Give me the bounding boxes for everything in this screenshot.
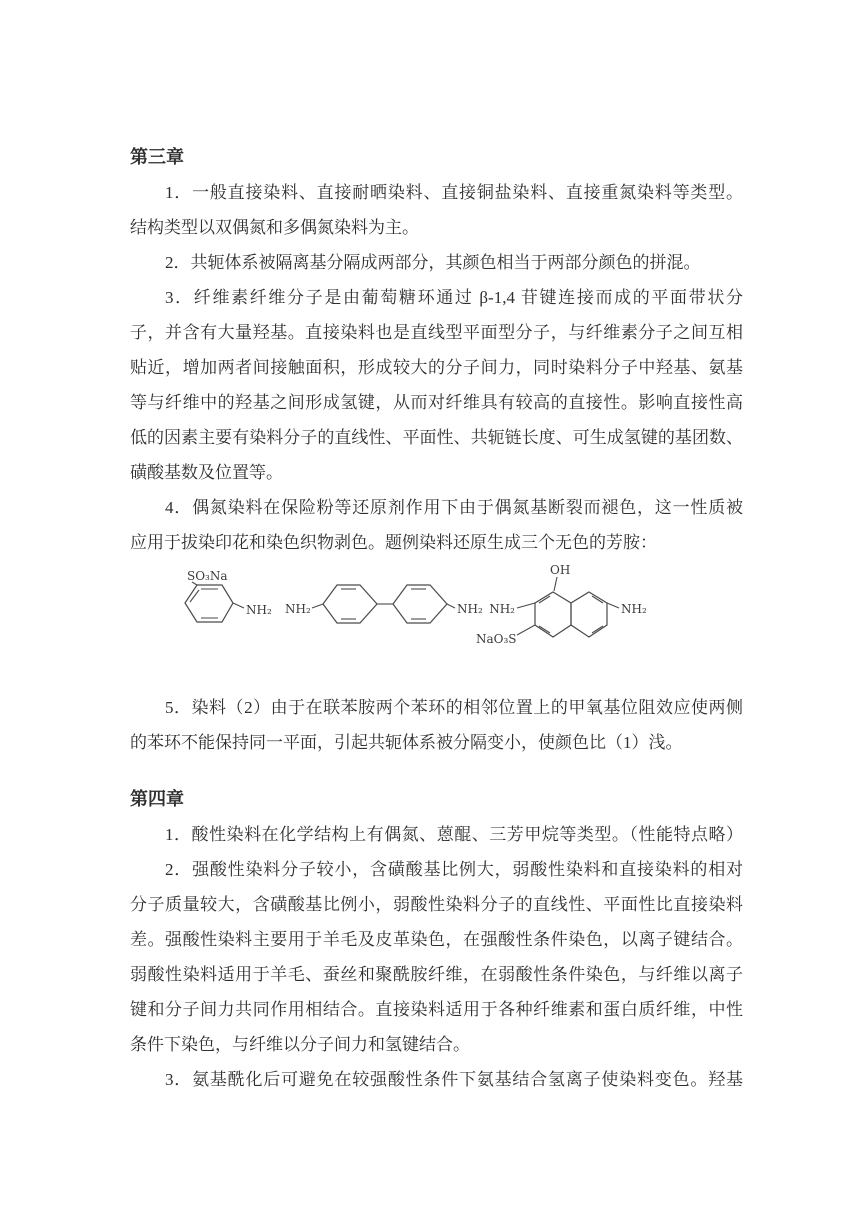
amine-left-label: NH₂ bbox=[285, 602, 311, 616]
text-line: 的苯环不能保持同一平面，引起共轭体系被分隔变小，使颜色比（1）浅。 bbox=[130, 733, 683, 752]
text-line: 3．氨基酰化后可避免在较强酸性条件下氨基结合氢离子使染料变色。羟基 bbox=[165, 1070, 743, 1089]
benzidine-structure bbox=[282, 580, 487, 635]
paragraph bbox=[130, 817, 743, 852]
text-line: 弱酸性染料适用于羊毛、蚕丝和聚酰胺纤维，在弱酸性条件染色，与纤维以离子 bbox=[130, 965, 743, 984]
text-line: 结构类型以双偶氮和多偶氮染料为主。 bbox=[130, 218, 419, 237]
paragraph bbox=[130, 490, 743, 560]
paragraph bbox=[130, 175, 743, 245]
text-line: 4．偶氮染料在保险粉等还原剂作用下由于偶氮基断裂而褪色，这一性质被 bbox=[165, 498, 743, 517]
text-line: 键和分子间力共同作用相结合。直接染料适用于各种纤维素和蛋白质纤维，中性 bbox=[130, 1000, 743, 1019]
text-line: 2．强酸性染料分子较小，含磺酸基比例大，弱酸性染料和直接染料的相对 bbox=[165, 860, 743, 879]
naphthalene-ring-right bbox=[571, 592, 607, 637]
text-line: 磺酸基数及位置等。 bbox=[130, 463, 283, 482]
chapter-4-heading: 第四章 bbox=[130, 789, 184, 809]
text-line: 低的因素主要有染料分子的直线性、平面性、共轭链长度、可生成氢键的基团数、 bbox=[130, 428, 743, 447]
text-line: 应用于拔染印花和染色织物剥色。题例染料还原生成三个无色的芳胺： bbox=[130, 533, 657, 552]
text-line: 5．染料（2）由于在联苯胺两个苯环的相邻位置上的甲氧基位阻效应使两侧 bbox=[165, 698, 743, 717]
text-line: 3．纤维素纤维分子是由葡萄糖环通过 β-1,4 苷键连接而成的平面带状分 bbox=[165, 288, 743, 307]
hydroxyl-label: OH bbox=[550, 563, 571, 577]
benzene-ring bbox=[323, 585, 377, 623]
amine-left-label: NH₂ bbox=[489, 602, 515, 616]
text-line: 分子质量较大，含磺酸基比例小，弱酸性染料分子的直线性、平面性比直接染料 bbox=[130, 895, 743, 914]
amine-right-label: NH₂ bbox=[457, 602, 483, 616]
text-line: 子，并含有大量羟基。直接染料也是直线型平面型分子，与纤维素分子之间互相 bbox=[130, 323, 743, 342]
paragraph bbox=[130, 245, 743, 280]
paragraph bbox=[130, 280, 743, 490]
text-line: 1．酸性染料在化学结构上有偶氮、蒽醌、三芳甲烷等类型。（性能特点略） bbox=[165, 825, 743, 844]
paragraph bbox=[130, 852, 743, 1062]
benzene-ring bbox=[185, 585, 233, 622]
text-line: 差。强酸性染料主要用于羊毛及皮革染色，在强酸性条件染色，以离子键结合。 bbox=[130, 930, 743, 949]
naphthalene-ring-left bbox=[535, 592, 571, 637]
chapter-3-heading: 第三章 bbox=[130, 147, 184, 167]
aromatic-amines-figure bbox=[130, 560, 743, 690]
sulfonate-label: NaO₃S bbox=[476, 632, 517, 646]
text-line: 贴近，增加两者间接触面积，形成较大的分子间力，同时染料分子中羟基、氨基 bbox=[130, 358, 743, 377]
text-line: 等与纤维中的羟基之间形成氢键，从而对纤维具有较高的直接性。影响直接性高 bbox=[130, 393, 743, 412]
text-line: 2．共轭体系被隔离基分隔成两部分，其颜色相当于两部分颜色的拼混。 bbox=[165, 253, 701, 272]
amine-label: NH₂ bbox=[246, 603, 272, 617]
metanilic-acid-structure bbox=[175, 563, 275, 658]
amine-right-label: NH₂ bbox=[621, 602, 647, 616]
sulfonate-label: SO₃Na bbox=[187, 569, 228, 583]
amino-naphthol-sulfonate-structure bbox=[473, 558, 653, 653]
page-content bbox=[130, 140, 743, 1097]
paragraph bbox=[130, 690, 743, 760]
text-line: 1．一般直接染料、直接耐晒染料、直接铜盐染料、直接重氮染料等类型。 bbox=[165, 183, 743, 202]
text-line: 条件下染色，与纤维以分子间力和氢键结合。 bbox=[130, 1035, 470, 1054]
paragraph bbox=[130, 1062, 743, 1097]
benzene-ring bbox=[393, 585, 447, 623]
